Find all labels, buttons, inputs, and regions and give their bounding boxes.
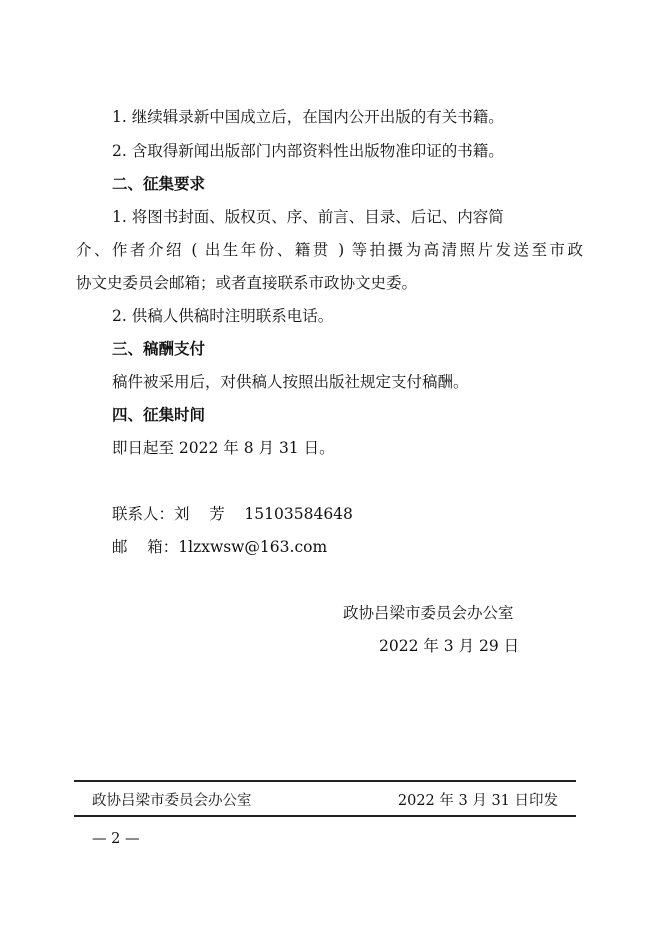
time-text: 即日起至 2022 年 8 月 31 日。 [112,439,335,457]
footer-top-rule [74,780,576,782]
section-heading-time: 四、征集时间 [112,406,206,424]
contact-email-label: 邮 箱： [112,538,179,556]
requirement-item-1: 1. 继续辑录新中国成立后，在国内公开出版的有关书籍。 [112,108,504,126]
paragraph-line: 协文史委员会邮箱；或者直接联系市政协文史委。 [76,274,418,292]
paragraph-line: 介、作者介绍 ( 出生年份、籍贯 ) 等拍摄为高清照片发送至市政 [76,241,583,259]
paragraph-line: 1. 将图书封面、版权页、序、前言、目录、后记、内容简 [112,208,504,226]
section-heading-requirements: 二、征集要求 [112,175,206,193]
contact-email-value: 1lzxwsw@163.com [178,538,328,556]
requirement-item-2: 2. 含取得新闻出版部门内部资料性出版物准印证的书籍。 [112,142,504,160]
contact-person [112,503,658,525]
requirement-item-contact: 2. 供稿人供稿时注明联系电话。 [112,307,334,325]
footer-issuer: 政协吕梁市委员会办公室 [92,793,252,809]
payment-text: 稿件被采用后，对供稿人按照出版社规定支付稿酬。 [112,373,469,391]
signature-date: 2022 年 3 月 29 日 [379,637,520,655]
contact-person-value: 刘 芳 15103584648 [174,505,353,523]
contact-email [112,536,658,558]
footer-row [92,791,558,811]
section-heading-payment: 三、稿酬支付 [112,340,206,358]
page-number: — 2 — [92,831,140,847]
contact-person-label: 联系人： [112,505,175,523]
footer-print-date: 2022 年 3 月 31 日印发 [397,793,558,809]
footer-bottom-rule [74,815,576,817]
signature-org: 政协吕梁市委员会办公室 [343,604,514,622]
